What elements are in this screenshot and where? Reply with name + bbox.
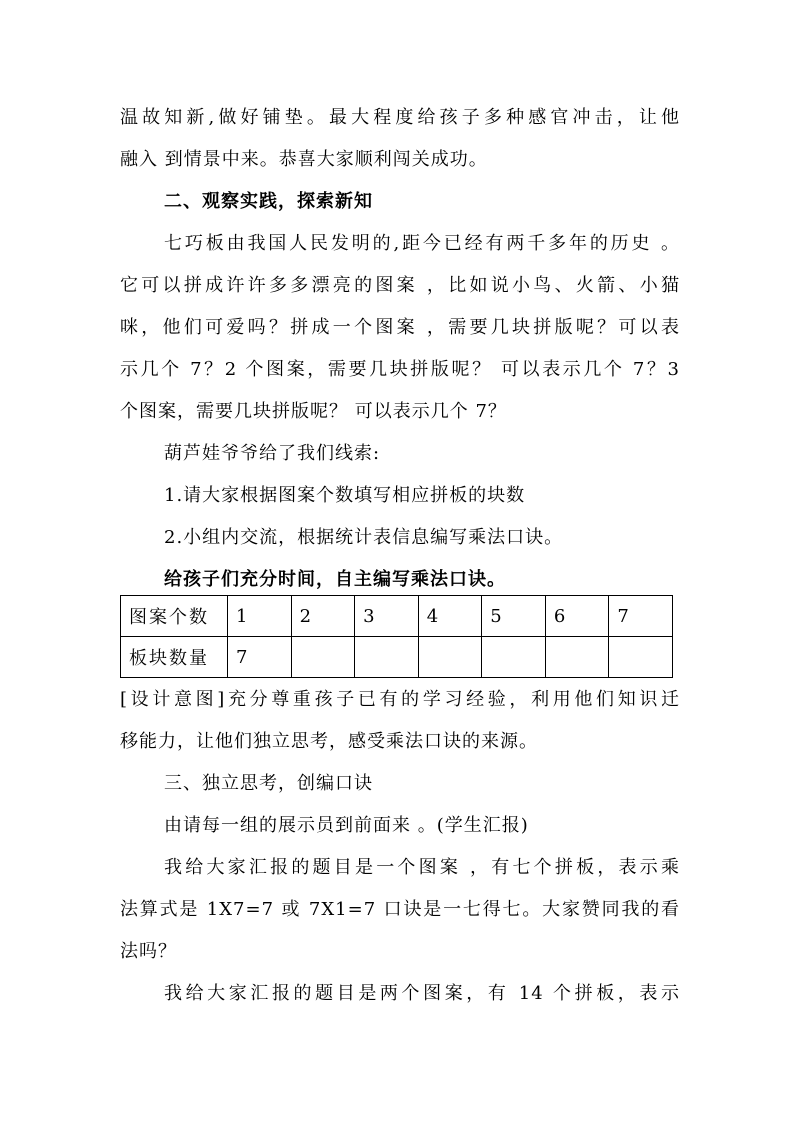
table-cell: 2 [291,596,355,637]
paragraph-line: [设计意图]充分尊重孩子已有的学习经验，利用他们知识迁 [120,689,680,710]
table-row-header: 图案个数 [121,596,228,637]
table-row [121,637,673,678]
table-cell [482,637,546,678]
list-item: 2.小组内交流，根据统计表信息编写乘法口诀。 [164,527,564,548]
paragraph-line: 七巧板由我国人民发明的,距今已经有两千多年的历史 。 [164,233,680,254]
paragraph-line: 个图案，需要几块拼版呢？ 可以表示几个 7？ [120,401,507,422]
table-cell [418,637,482,678]
table-cell [355,637,419,678]
paragraph-line: 示几个 7？2 个图案，需要几块拼版呢？ 可以表示几个 7？3 [120,359,680,380]
table-cell: 3 [355,596,419,637]
table-cell [609,637,673,678]
table-cell: 6 [545,596,609,637]
table-cell [291,637,355,678]
table-row-header: 板块数量 [121,637,228,678]
table-cell: 1 [228,596,292,637]
paragraph-line: 它可以拼成许许多多漂亮的图案 ，比如说小鸟、火箭、小猫 [120,275,680,296]
emphasis-line: 给孩子们充分时间，自主编写乘法口诀。 [164,569,506,590]
table-row [121,596,673,637]
paragraph-line: 我给大家汇报的题目是一个图案 ，有七个拼板，表示乘 [164,857,680,878]
paragraph-line: 我给大家汇报的题目是两个图案，有 14 个拼板，表示 [164,983,680,1004]
statistics-table [120,595,673,678]
paragraph-line: 法算式是 1X7=7 或 7X1=7 口诀是一七得七。大家赞同我的看 [120,899,680,920]
paragraph-line: 咪，他们可爱吗？拼成一个图案 ，需要几块拼版呢？可以表 [120,317,680,338]
paragraph-line: 法吗？ [120,941,177,962]
paragraph-line: 葫芦娃爷爷给了我们线索: [164,443,381,464]
paragraph-line: 移能力，让他们独立思考，感受乘法口诀的来源。 [120,731,538,752]
paragraph-line: 融入 到情景中来。恭喜大家顺利闯关成功。 [120,149,488,170]
paragraph-line: 温故知新,做好铺垫。最大程度给孩子多种感官冲击，让他 [120,107,680,128]
list-item: 1.请大家根据图案个数填写相应拼板的块数 [164,485,526,506]
table-cell: 4 [418,596,482,637]
paragraph-line: 由请每一组的展示员到前面来 。(学生汇报) [164,815,529,836]
table-cell [545,637,609,678]
section-heading: 三、独立思考，创编口诀 [164,773,373,794]
table-cell: 7 [228,637,292,678]
table-cell: 5 [482,596,546,637]
section-heading: 二、观察实践，探索新知 [164,191,373,212]
table-cell: 7 [609,596,673,637]
